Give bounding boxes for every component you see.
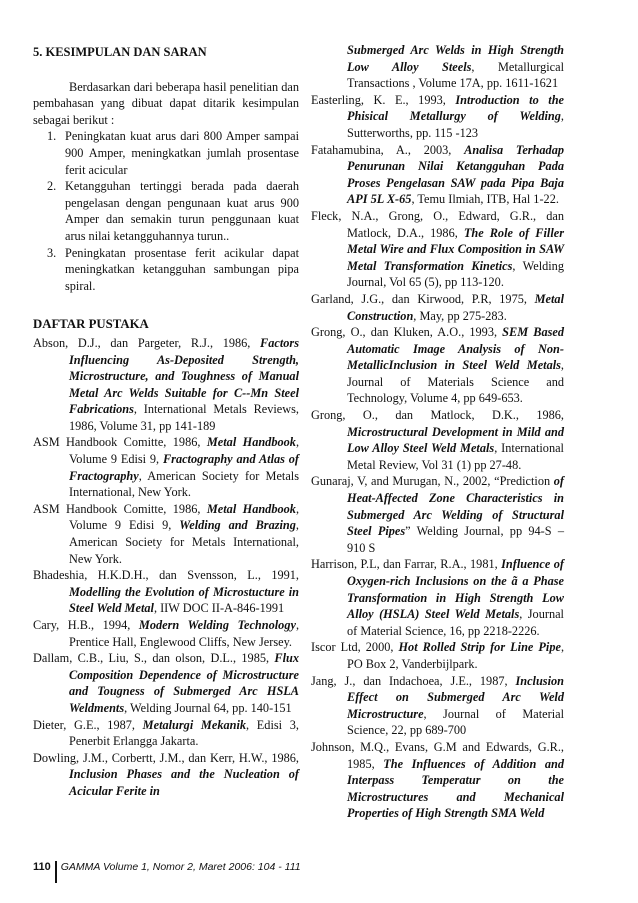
reference-entry: Garland, J.G., dan Kirwood, P.R, 1975, Metal Construction, May, pp 275-283. [311,291,564,323]
reference-entry: Grong, O., dan Matlock, D.K., 1986, Microstructural Development in Mild and Low Alloy Steel Weld Metals, International Metal Review, Vol 31 (1) pp 27-48. [311,408,564,472]
reference-entry: Cary, H.B., 1994, Modern Welding Technology, Prentice Hall, Englewood Cliffs, New Jersey. [33,618,300,649]
footer-divider [55,861,57,883]
reference-entry: Jang, J., dan Indachoea, J.E., 1987, Inclusion Effect on Submerged Arc Weld Microstructure, Journal of Material Science, 22, pp 689-700 [311,673,564,738]
list-item: 1. Peningkatan kuat arus dari 800 Amper sampai 900 Amper, meningkatkan jumlah prosentase ferit acicular [47,129,299,177]
reference-entry: Bhadeshia, H.K.D.H., dan Svensson, L., 1991, Modelling the Evolution of Microstucture in Steel Weld Metal, IIW DOC II-A-846-1991 [33,568,299,616]
reference-entry: Dieter, G.E., 1987, Metalurgi Mekanik, Edisi 3, Penerbit Erlangga Jakarta. [33,717,299,749]
section-title: 5. KESIMPULAN DAN SARAN [33,45,207,59]
reference-entry: Johnson, M.Q., Evans, G.M and Edwards, G.R., 1985, The Influences of Addition and Interpass Temperatur on the Microstructures and Mechanical Properties of High Strength SMA Weld [311,739,564,821]
reference-entry: ASM Handbook Comitte, 1986, Metal Handbook, Volume 9 Edisi 9, Welding and Brazing, American Society for Metals International, New York. [33,501,300,566]
reference-entry: Gunaraj, V, and Murugan, N., 2002, “Prediction of Heat-Affected Zone Characteristics in Submerged Arc Welding of Structural Steel Pipes” Welding Journal, pp 94-S – 910 S [311,474,564,555]
reference-entry: Fleck, N.A., Grong, O., Edward, G.R., dan Matlock, D.A., 1986, The Role of Filler Metal Wire and Flux Composition in SAW Metal Transformation Kinetics, Welding Journal, Vol 65 (5), pp 113-120. [311,208,564,290]
list-item: 3. Peningkatan prosentase ferit acikular dapat meningkatkan ketangguhan sambungan pipa spiral. [47,245,299,293]
conclusion-intro: Berdasarkan dari beberapa hasil penelitian dan pembahasan yang dibuat dapat ditarik kesimpulan sebagai berikut : [33,79,299,127]
left-column [33,38,299,800]
reference-entry: ASM Handbook Comitte, 1986, Metal Handbook, Volume 9 Edisi 9, Fractography and Atlas of Fractography, American Society for Metals International, New York. [33,435,300,500]
reference-entry: Dallam, C.B., Liu, S., dan olson, D.L., 1985, Flux Composition Dependence of Microstructure and Tougness of Submerged Arc HSLA Weldments, Welding Journal 64, pp. 140-151 [33,651,299,715]
reference-entry: Harrison, P.L, dan Farrar, R.A., 1981, Influence of Oxygen-rich Inclusions on the ã a Phase Transformation in High Strength Low Alloy (HSLA) Steel Weld Metals, Journal of Material Science, 16, pp 2218-2226. [311,557,564,638]
reference-entry: Iscor Ltd, 2000, Hot Rolled Strip for Line Pipe, PO Box 2, Vanderbijlpark. [311,640,565,671]
right-column [311,42,564,822]
reference-continuation: Submerged Arc Welds in High Strength Low Alloy Steels, Metallurgical Transactions , Volume 17A, pp. 1611-1621 [347,43,564,91]
reference-entry: Easterling, K. E., 1993, Introduction to the Phisical Metallurgy of Welding, Sutterworths, pp. 115 -123 [311,92,564,140]
reference-entry: Grong, O., dan Kluken, A.O., 1993, SEM Based Automatic Image Analysis of Non-MetallicInclusion in Steel Weld Metals, Journal of Materials Science and Technology, Volume 4, pp 649-653. [311,325,564,406]
page-footer [33,856,301,878]
journal-citation: GAMMA Volume 1, Nomor 2, Maret 2006: 104 - 111 [60,861,301,873]
reference-entry: Abson, D.J., dan Pargeter, R.J., 1986, Factors Influencing As-Deposited Strength, Microstructure, and Toughness of Manual Metal Arc Welds Suitable for C--Mn Steel Fabrications, International Metals Reviews, 1986, Volume 31, pp 141-189 [33,335,299,433]
page-number: 110 [33,861,51,873]
references-title: DAFTAR PUSTAKA [33,317,149,332]
reference-entry: Fatahamubina, A., 2003, Analisa Terhadap Penurunan Nilai Ketangguhan Pada Proses Pengelasan SAW pada Pipa Baja API 5L X-65, Temu Ilmiah, ITB, Hal 1-22. [311,142,564,207]
conclusion-list [33,128,299,294]
list-item: 2. Ketangguhan tertinggi berada pada daerah pengelasan dengan pengunaan kuat arus 900 Amper dan semakin turun penggunaan kuat arus nilai ketangguhannya turun.. [47,179,299,243]
reference-entry: Dowling, J.M., Corbertt, J.M., dan Kerr, H.W., 1986, Inclusion Phases and the Nucleation of Acicular Ferite in [33,750,299,798]
